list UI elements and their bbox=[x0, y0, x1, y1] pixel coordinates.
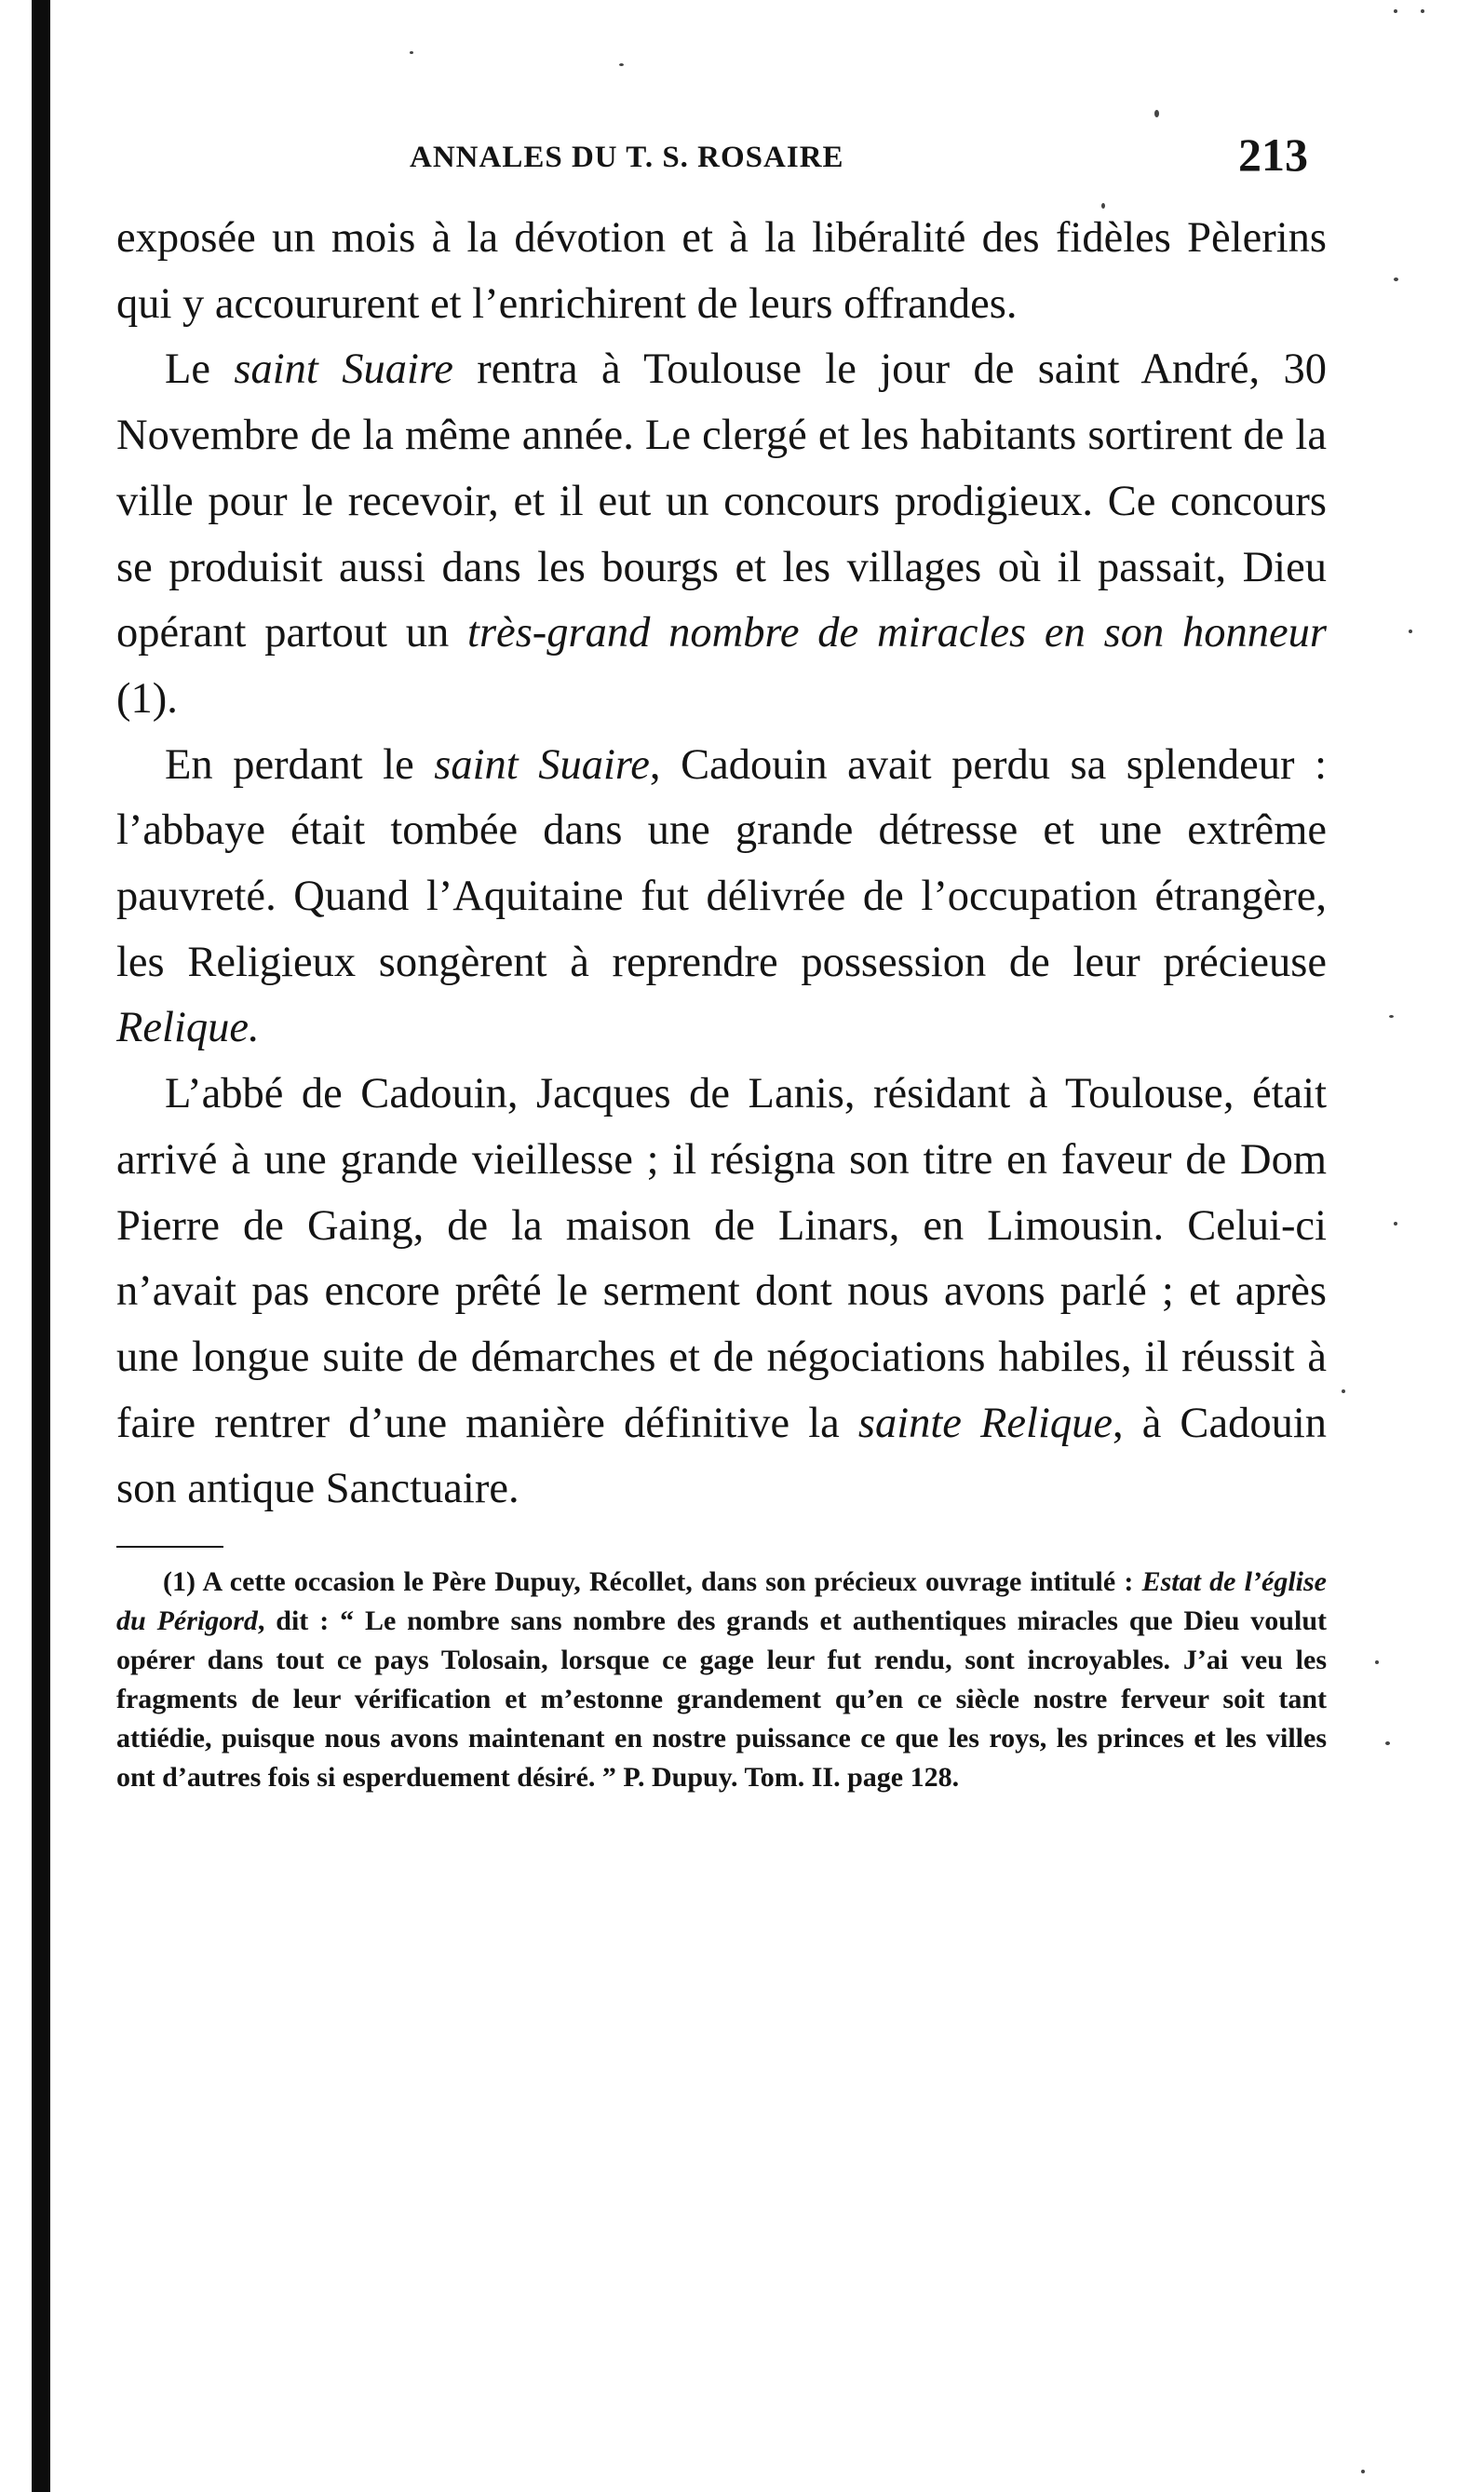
scan-speck bbox=[1361, 2470, 1365, 2473]
footnote-text: (1) A cette occasion le Père Dupuy, Récollet, dans son précieux ouvrage intitulé : bbox=[163, 1566, 1142, 1598]
paragraph-1 bbox=[116, 206, 1327, 337]
italic-run: saint Suaire bbox=[434, 740, 650, 789]
body-text bbox=[116, 206, 1327, 1523]
footnote-text: , dit : “ Le nombre sans nombre des grands et authentiques miracles que Dieu voulut opérer dans tout ce pays Tolosain, lorsque ce gage leur fut rendu, sont incroyables. J’ai veu les fragments de leur vérification et m’estonne grandement qu’en ce siècle nostre ferveur soit tant attiédie, puisque nous avons maintenant en nostre puissance ce que les roys, les princes et les villes ont d’autres fois si esperduement désiré. ” P. Dupuy. Tom. II. page 128. bbox=[116, 1605, 1327, 1794]
scan-speck bbox=[1375, 1660, 1379, 1664]
text-run: L’abbé de Cadouin, Jacques de Lanis, résidant à Toulouse, était arrivé à une grande vieillesse ; il résigna son titre en faveur de Dom Pierre de Gaing, de la maison de Linars, en Limousin. Celui-ci n’avait pas encore prêté le serment dont nous avons parlé ; et après une longue suite de démarches et de négociations habiles, il réussit à faire rentrer d’une manière définitive la bbox=[116, 1070, 1327, 1447]
binding-edge bbox=[32, 0, 50, 2492]
footnote bbox=[116, 1563, 1327, 1797]
paragraph-4 bbox=[116, 1062, 1327, 1523]
scan-speck bbox=[619, 63, 624, 66]
italic-run: saint Suaire bbox=[234, 345, 453, 394]
italic-run: sainte Relique bbox=[857, 1399, 1113, 1447]
scan-speck bbox=[1394, 9, 1397, 13]
scan-speck bbox=[1154, 110, 1159, 117]
text-run: Le bbox=[165, 345, 235, 394]
paragraph-1-text: exposée un mois à la dévotion et à la libéralité des fidèles Pèlerins qui y accoururent et l’enrichirent de leurs offrandes. bbox=[116, 214, 1327, 328]
scan-speck bbox=[410, 51, 413, 54]
scan-speck bbox=[1409, 630, 1412, 633]
running-title: ANNALES DU T. S. ROSAIRE bbox=[410, 141, 844, 174]
scan-speck bbox=[1394, 278, 1398, 281]
italic-run: Relique. bbox=[116, 1004, 260, 1052]
text-run: , à Cadouin son antique Sanctuaire. bbox=[116, 1399, 1328, 1513]
book-page bbox=[116, 126, 1327, 1797]
paragraph-3 bbox=[116, 733, 1327, 1063]
scan-speck bbox=[1385, 1741, 1390, 1745]
scan-speck bbox=[1421, 9, 1424, 13]
italic-run: très-grand nombre de miracles en son honneur bbox=[467, 609, 1327, 657]
footnote-rule bbox=[116, 1546, 223, 1548]
text-run: , Cadouin avait perdu sa splendeur : l’abbaye était tombée dans une grande détresse et une extrême pauvreté. Quand l’Aquitaine fut délivrée de l’occupation étrangère, les Religieux songèrent à reprendre possession de leur précieuse bbox=[116, 740, 1327, 986]
scan-speck bbox=[1394, 1222, 1397, 1226]
text-run: rentra à Toulouse le jour de saint André, 30 Novembre de la même année. Le clergé et les habitants sortirent de la ville pour le recevoir, et il eut un concours prodigieux. Ce concours se produisit aussi dans les bourgs et les villages où il passait, Dieu opérant partout un bbox=[116, 345, 1327, 657]
paragraph-2 bbox=[116, 337, 1327, 732]
page-number: 213 bbox=[1238, 129, 1308, 181]
text-run: En perdant le bbox=[165, 740, 435, 789]
footnote-book-title: Estat de l’église du Périgord bbox=[116, 1566, 1327, 1637]
scan-speck bbox=[1389, 1015, 1394, 1018]
running-head bbox=[116, 126, 1327, 191]
footnote-reference: (1). bbox=[116, 674, 178, 723]
scan-speck bbox=[1342, 1389, 1345, 1393]
